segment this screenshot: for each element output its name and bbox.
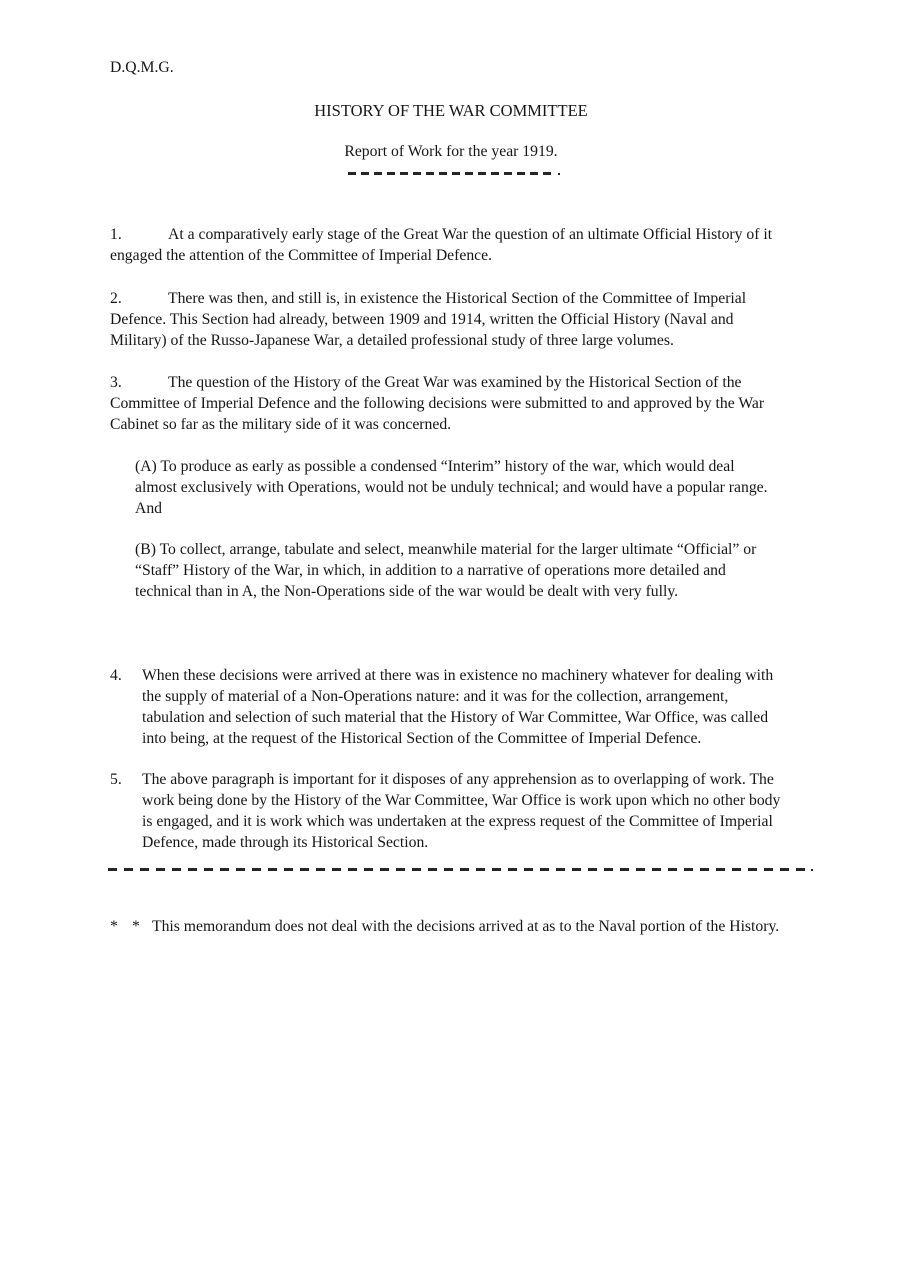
paragraph-number: 3. xyxy=(110,374,122,391)
paragraph-2 xyxy=(110,288,792,351)
document-title: HISTORY OF THE WAR COMMITTEE xyxy=(314,101,588,120)
paragraph-number: 4. xyxy=(110,667,122,684)
decision-paragraph-b xyxy=(135,539,771,602)
paragraph-1 xyxy=(110,224,792,266)
decision-label: (A) xyxy=(135,458,157,475)
paragraph-number: 2. xyxy=(110,290,122,307)
paragraph-number: 5. xyxy=(110,771,122,788)
long-dashed-rule xyxy=(108,868,808,871)
paragraph-4 xyxy=(110,665,792,749)
paragraph-3 xyxy=(110,372,792,435)
footnote-asterisk: * xyxy=(110,918,118,935)
decision-text: To produce as early as possible a condensed “Interim” history of the war, which would deal almost exclusively with Operations, would not be unduly technical; and would have a popular range. And xyxy=(135,458,768,517)
document-subtitle: Report of Work for the year 1919. xyxy=(344,143,558,160)
document-reference: D.Q.M.G. xyxy=(110,59,174,76)
decision-label: (B) xyxy=(135,541,156,558)
footnote-asterisk: * xyxy=(132,918,140,935)
paragraph-number: 1. xyxy=(110,226,122,243)
paragraph-5 xyxy=(110,769,792,853)
footnote xyxy=(110,916,792,937)
footnote-text: This memorandum does not deal with the decisions arrived at as to the Naval portion of the History. xyxy=(152,918,780,935)
paragraph-text: At a comparatively early stage of the Great War the question of an ultimate Official History of it engaged the attention of the Committee of Imperial Defence. xyxy=(110,226,773,264)
decision-paragraph-a xyxy=(135,456,771,519)
paragraph-text: The question of the History of the Great War was examined by the Historical Section of the Committee of Imperial Defence and the following decisions were submitted to and approved by the War Cabinet so far as the military side of it was concerned. xyxy=(110,374,765,433)
decision-text: To collect, arrange, tabulate and select, meanwhile material for the larger ultimate “Official” or “Staff” History of the War, in which, in addition to a narrative of operations more detailed and technical than in A, the Non-Operations side of the war would be dealt with very fully. xyxy=(135,541,757,600)
paragraph-text: When these decisions were arrived at there was in existence no machinery whatever for dealing with the supply of material of a Non-Operations nature: and it was for the collection, arrangement, tabulation and selection of such material that the History of War Committee, War Office, was called into being, at the request of the Historical Section of the Committee of Imperial Defence. xyxy=(142,667,774,747)
paragraph-text: There was then, and still is, in existence the Historical Section of the Committee of Imperial Defence. This Section had already, between 1909 and 1914, written the Official History (Naval and Military) of the Russo-Japanese War, a detailed professional study of three large volumes. xyxy=(110,290,747,349)
paragraph-text: The above paragraph is important for it disposes of any apprehension as to overlapping of work. The work being done by the History of the War Committee, War Office is work upon which no other body is engaged, and it is work which was undertaken at the express request of the Committee of Imperial Defence, made through its Historical Section. xyxy=(142,771,781,851)
short-dashed-rule xyxy=(348,172,555,175)
